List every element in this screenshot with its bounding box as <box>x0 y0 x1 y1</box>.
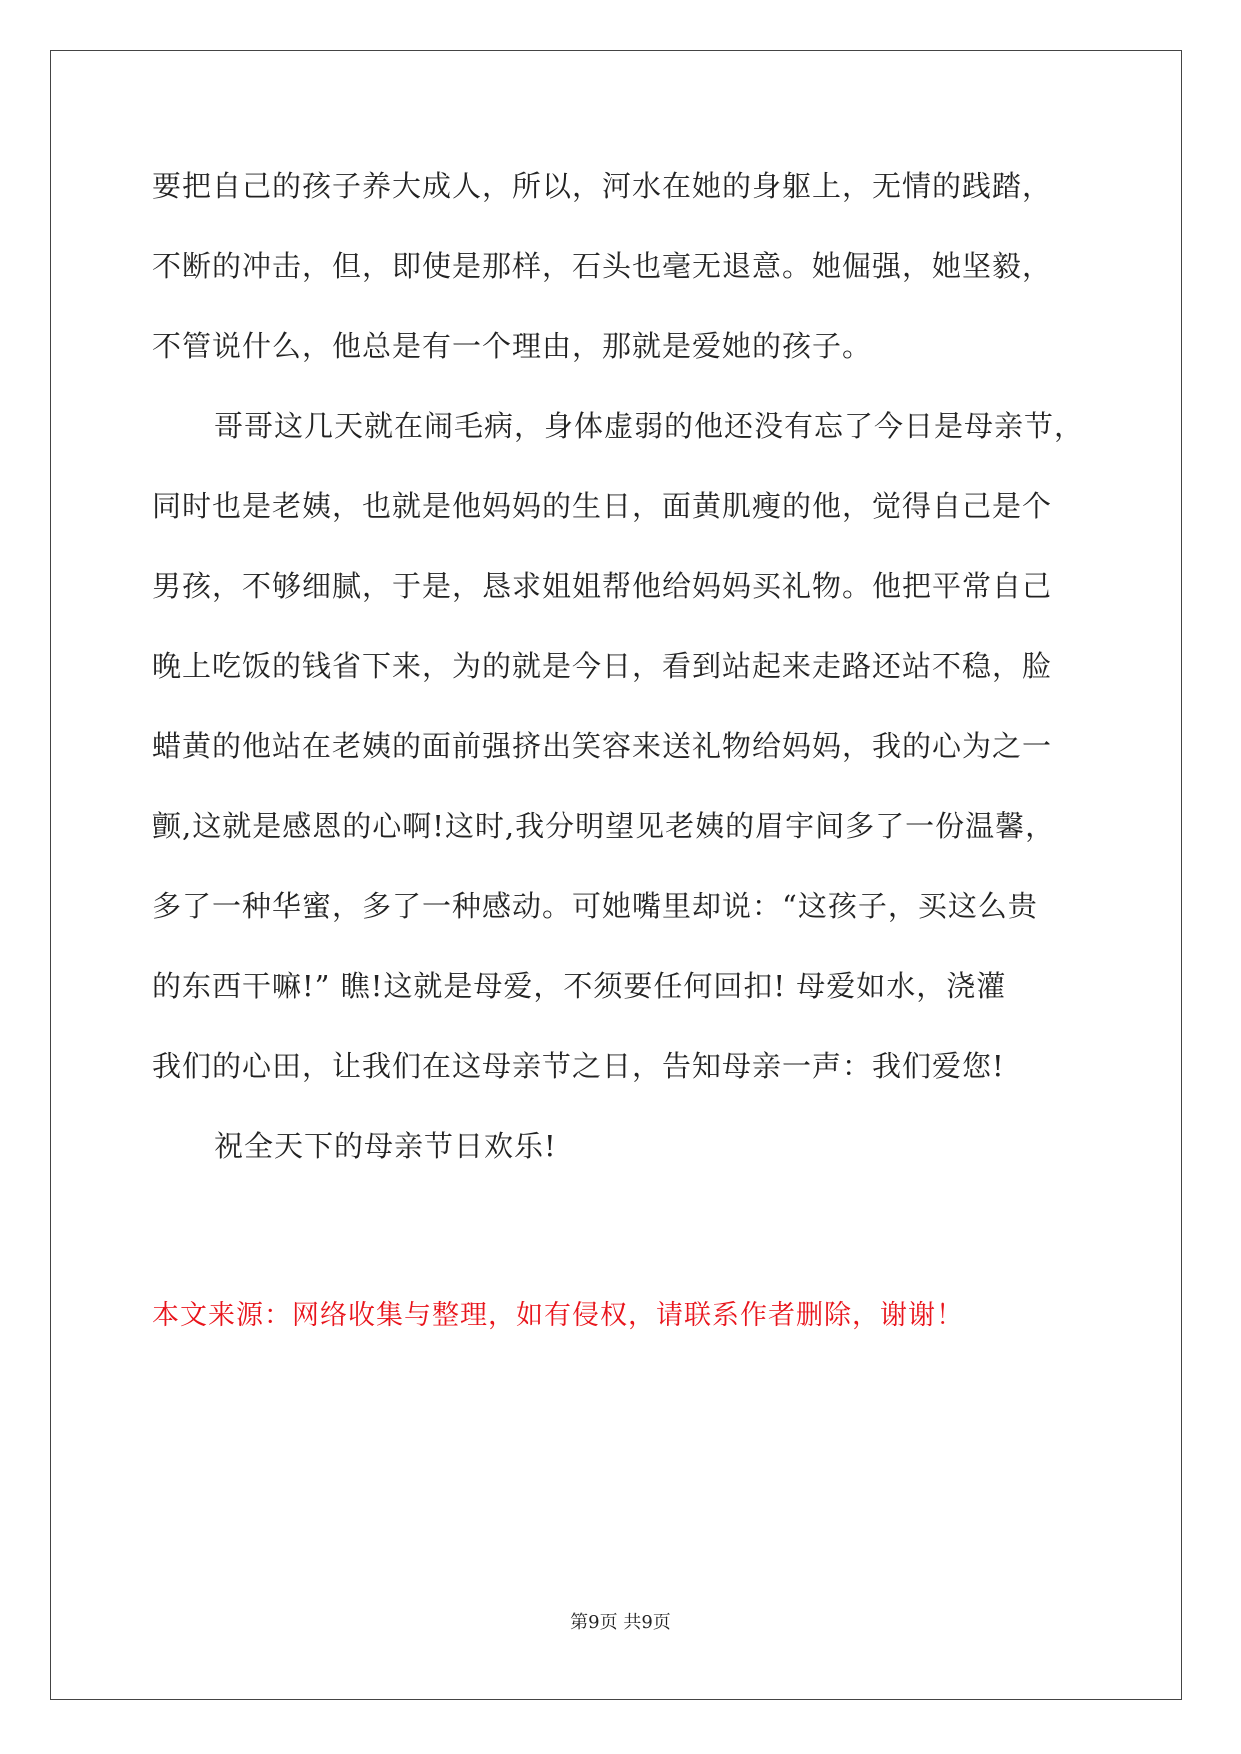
body-line: 颤,这就是感恩的心啊!这时,我分明望见老姨的眉宇间多了一份温馨， <box>152 809 1056 843</box>
body-line: 同时也是老姨，也就是他妈妈的生日，面黄肌瘦的他，觉得自己是个 <box>152 489 1053 523</box>
body-line: 我们的心田，让我们在这母亲节之日，告知母亲一声：我们爱您! <box>152 1049 1005 1083</box>
body-line: 男孩，不够细腻，于是，恳求姐姐帮他给妈妈买礼物。他把平常自己 <box>152 569 1053 603</box>
page-frame <box>50 50 1182 1700</box>
body-line: 哥哥这几天就在闹毛病，身体虚弱的他还没有忘了今日是母亲节， <box>214 409 1085 443</box>
body-line: 不管说什么，他总是有一个理由，那就是爱她的孩子。 <box>152 329 873 363</box>
body-line: 要把自己的孩子养大成人，所以，河水在她的身躯上，无情的践踏， <box>152 169 1053 203</box>
body-line: 祝全天下的母亲节日欢乐! <box>214 1129 557 1163</box>
body-line: 多了一种华蜜，多了一种感动。可她嘴里却说：“这孩子，买这么贵 <box>152 889 1038 923</box>
page-number: 第9页 共9页 <box>570 1612 671 1633</box>
source-note: 本文来源：网络收集与整理，如有侵权，请联系作者删除，谢谢！ <box>152 1300 964 1331</box>
body-line: 晚上吃饭的钱省下来，为的就是今日，看到站起来走路还站不稳，脸 <box>152 649 1053 683</box>
body-line: 蜡黄的他站在老姨的面前强挤出笑容来送礼物给妈妈，我的心为之一 <box>152 729 1053 763</box>
body-line: 不断的冲击，但，即使是那样，石头也毫无退意。她倔强，她坚毅， <box>152 249 1053 283</box>
body-line: 的东西干嘛!” 瞧!这就是母爱，不须要任何回扣! 母爱如水，浇灌 <box>152 969 1007 1003</box>
page-footer <box>0 1611 1241 1635</box>
